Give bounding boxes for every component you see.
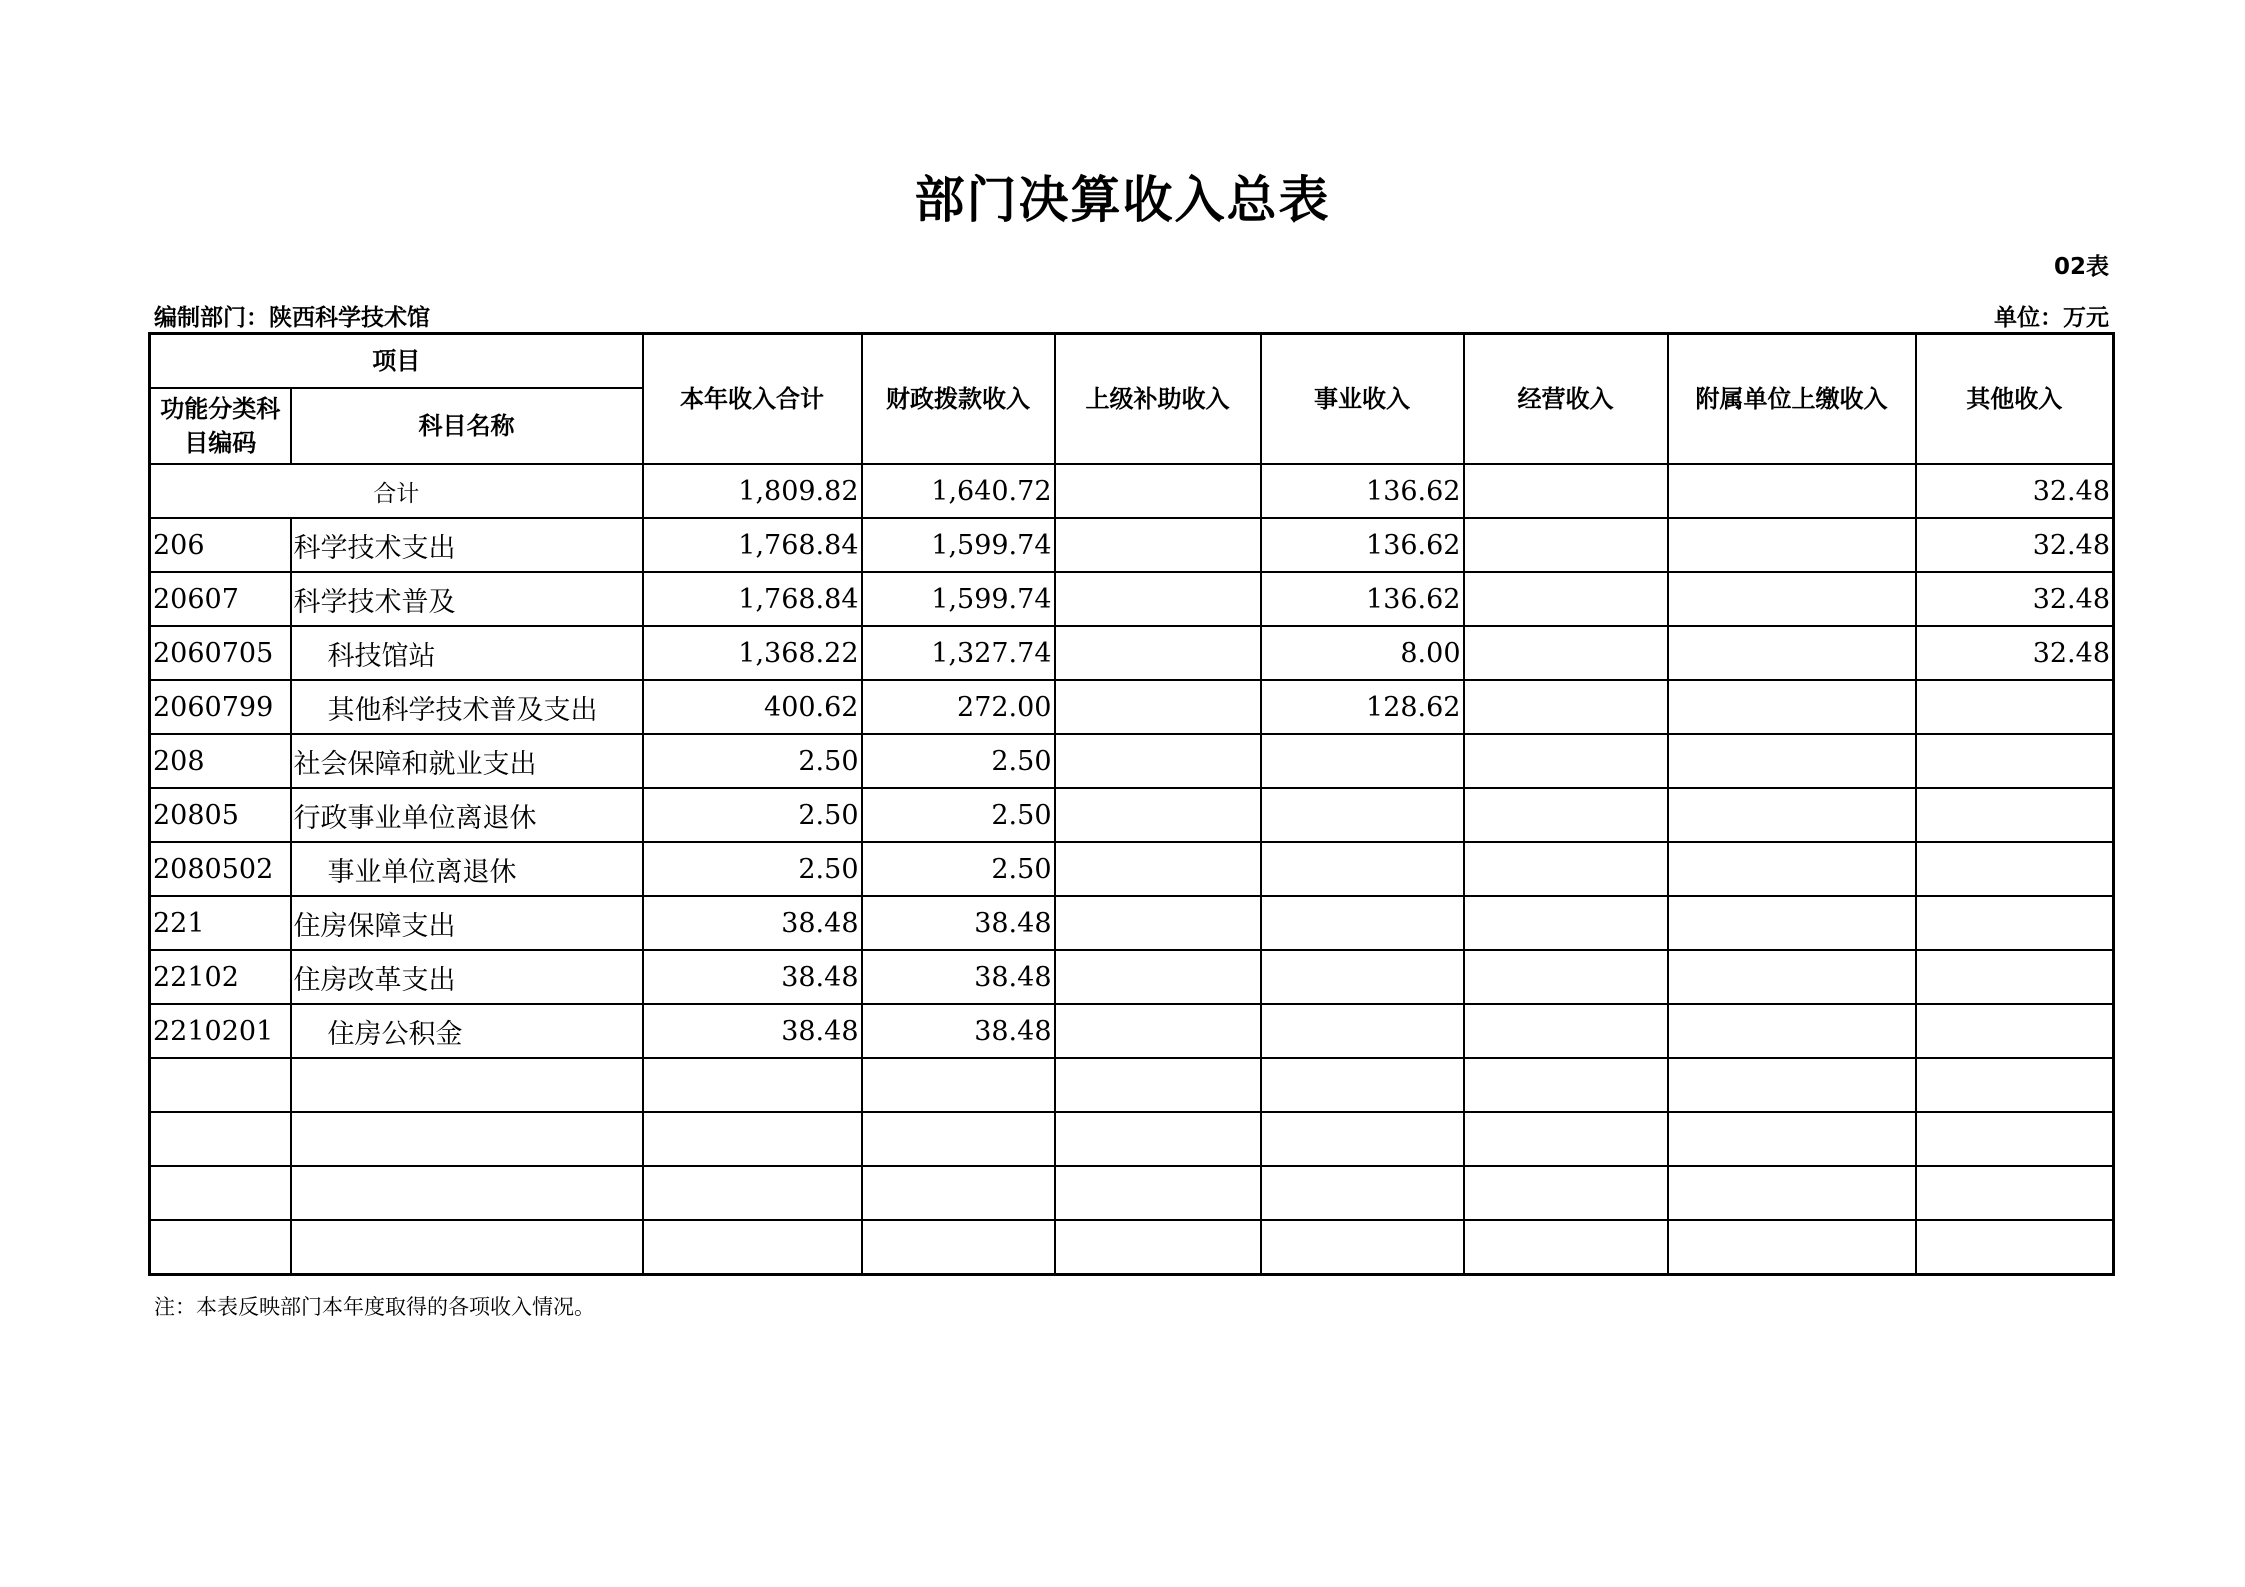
- operating-cell: [1464, 788, 1668, 842]
- operating-cell: [1464, 572, 1668, 626]
- header-fiscal-income: 财政拨款收入: [862, 334, 1055, 465]
- table-row: [150, 950, 2114, 1004]
- name-cell: 其他科学技术普及支出: [291, 680, 643, 734]
- fiscal-cell: 2.50: [862, 734, 1055, 788]
- affiliated-cell: [1668, 788, 1916, 842]
- code-cell: [150, 1166, 291, 1220]
- fiscal-cell: [862, 1166, 1055, 1220]
- superior-subsidy-cell: [1055, 734, 1261, 788]
- superior-subsidy-cell: [1055, 680, 1261, 734]
- operating-cell: [1464, 518, 1668, 572]
- table-row: [150, 1166, 2114, 1220]
- code-cell: [150, 1058, 291, 1112]
- business-cell: [1261, 1166, 1464, 1220]
- code-cell: 2060705: [150, 626, 291, 680]
- table-row: [150, 680, 2114, 734]
- business-cell: 8.00: [1261, 626, 1464, 680]
- other-cell: [1916, 680, 2114, 734]
- fiscal-cell: 2.50: [862, 842, 1055, 896]
- header-operating-income: 经营收入: [1464, 334, 1668, 465]
- header-business-income: 事业收入: [1261, 334, 1464, 465]
- other-cell: [1916, 1112, 2114, 1166]
- business-cell: [1261, 1058, 1464, 1112]
- code-cell: 208: [150, 734, 291, 788]
- affiliated-cell: [1668, 842, 1916, 896]
- total-income-cell: 38.48: [643, 1004, 862, 1058]
- table-note: 注：本表反映部门本年度取得的各项收入情况。: [154, 1295, 595, 1319]
- total-income-cell: [643, 1166, 862, 1220]
- operating-cell: [1464, 896, 1668, 950]
- superior-subsidy-cell: [1055, 896, 1261, 950]
- total-income-cell: 2.50: [643, 734, 862, 788]
- business-cell: [1261, 788, 1464, 842]
- other-cell: 32.48: [1916, 626, 2114, 680]
- fiscal-cell: 272.00: [862, 680, 1055, 734]
- name-cell: 住房保障支出: [291, 896, 643, 950]
- total-income-cell: [643, 1058, 862, 1112]
- total-income-cell: 38.48: [643, 896, 862, 950]
- code-cell: 20607: [150, 572, 291, 626]
- other-cell: [1916, 734, 2114, 788]
- business-cell: [1261, 896, 1464, 950]
- superior-subsidy-cell: [1055, 842, 1261, 896]
- operating-cell: [1464, 1166, 1668, 1220]
- table-row: [150, 1112, 2114, 1166]
- table-row: [150, 734, 2114, 788]
- business-cell: 136.62: [1261, 518, 1464, 572]
- total-income-cell: 2.50: [643, 842, 862, 896]
- code-cell: 22102: [150, 950, 291, 1004]
- header-affiliated-income: 附属单位上缴收入: [1668, 334, 1916, 465]
- total-income-cell: 1,768.84: [643, 572, 862, 626]
- table-row: [150, 842, 2114, 896]
- income-summary-table: [148, 332, 2115, 1276]
- table-row: [150, 572, 2114, 626]
- operating-cell: [1464, 1004, 1668, 1058]
- total-fiscal-cell: 1,640.72: [862, 464, 1055, 518]
- total-operating-cell: [1464, 464, 1668, 518]
- total-income-cell: 2.50: [643, 788, 862, 842]
- fiscal-cell: 1,599.74: [862, 572, 1055, 626]
- name-cell: [291, 1058, 643, 1112]
- affiliated-cell: [1668, 1220, 1916, 1274]
- affiliated-cell: [1668, 734, 1916, 788]
- unit-label: 单位：万元: [1994, 305, 2109, 331]
- operating-cell: [1464, 734, 1668, 788]
- total-income-cell: 400.62: [643, 680, 862, 734]
- name-cell: 行政事业单位离退休: [291, 788, 643, 842]
- fiscal-cell: [862, 1058, 1055, 1112]
- other-cell: 32.48: [1916, 572, 2114, 626]
- fiscal-cell: 1,599.74: [862, 518, 1055, 572]
- superior-subsidy-cell: [1055, 572, 1261, 626]
- code-cell: 2080502: [150, 842, 291, 896]
- fiscal-cell: 38.48: [862, 896, 1055, 950]
- name-cell: 科学技术支出: [291, 518, 643, 572]
- operating-cell: [1464, 1112, 1668, 1166]
- fiscal-cell: 1,327.74: [862, 626, 1055, 680]
- other-cell: 32.48: [1916, 518, 2114, 572]
- affiliated-cell: [1668, 572, 1916, 626]
- header-other-income: 其他收入: [1916, 334, 2114, 465]
- affiliated-cell: [1668, 1112, 1916, 1166]
- header-item: 项目: [150, 334, 643, 389]
- total-income-cell: 1,368.22: [643, 626, 862, 680]
- total-income-cell: [643, 1220, 862, 1274]
- table-row: [150, 518, 2114, 572]
- other-cell: [1916, 1220, 2114, 1274]
- code-cell: [150, 1112, 291, 1166]
- total-business-cell: 136.62: [1261, 464, 1464, 518]
- other-cell: [1916, 1004, 2114, 1058]
- affiliated-cell: [1668, 950, 1916, 1004]
- affiliated-cell: [1668, 1058, 1916, 1112]
- header-code: 功能分类科目编码: [150, 388, 291, 464]
- business-cell: [1261, 950, 1464, 1004]
- business-cell: [1261, 734, 1464, 788]
- affiliated-cell: [1668, 896, 1916, 950]
- table-row: [150, 626, 2114, 680]
- table-row: [150, 1220, 2114, 1274]
- business-cell: 128.62: [1261, 680, 1464, 734]
- fiscal-cell: 2.50: [862, 788, 1055, 842]
- affiliated-cell: [1668, 626, 1916, 680]
- fiscal-cell: 38.48: [862, 1004, 1055, 1058]
- affiliated-cell: [1668, 1004, 1916, 1058]
- total-label: 合计: [150, 464, 643, 518]
- total-income-cell: 1,768.84: [643, 518, 862, 572]
- other-cell: [1916, 950, 2114, 1004]
- page-title: 部门决算收入总表: [914, 171, 1331, 229]
- header-name: 科目名称: [291, 388, 643, 464]
- name-cell: 住房公积金: [291, 1004, 643, 1058]
- affiliated-cell: [1668, 680, 1916, 734]
- business-cell: [1261, 1112, 1464, 1166]
- table-number: 02表: [2053, 254, 2109, 280]
- superior-subsidy-cell: [1055, 626, 1261, 680]
- other-cell: [1916, 842, 2114, 896]
- business-cell: [1261, 1220, 1464, 1274]
- other-cell: [1916, 1058, 2114, 1112]
- superior-subsidy-cell: [1055, 950, 1261, 1004]
- total-income-cell: 38.48: [643, 950, 862, 1004]
- superior-subsidy-cell: [1055, 1112, 1261, 1166]
- operating-cell: [1464, 842, 1668, 896]
- business-cell: [1261, 842, 1464, 896]
- code-cell: 221: [150, 896, 291, 950]
- operating-cell: [1464, 626, 1668, 680]
- other-cell: [1916, 896, 2114, 950]
- superior-subsidy-cell: [1055, 518, 1261, 572]
- superior-subsidy-cell: [1055, 1220, 1261, 1274]
- code-cell: [150, 1220, 291, 1274]
- total-affiliated-cell: [1668, 464, 1916, 518]
- name-cell: [291, 1220, 643, 1274]
- total-row: [150, 464, 2114, 518]
- name-cell: [291, 1166, 643, 1220]
- header-total-income: 本年收入合计: [643, 334, 862, 465]
- code-cell: 20805: [150, 788, 291, 842]
- total-other-cell: 32.48: [1916, 464, 2114, 518]
- name-cell: [291, 1112, 643, 1166]
- operating-cell: [1464, 1220, 1668, 1274]
- code-cell: 2060799: [150, 680, 291, 734]
- header-superior-subsidy: 上级补助收入: [1055, 334, 1261, 465]
- operating-cell: [1464, 950, 1668, 1004]
- business-cell: [1261, 1004, 1464, 1058]
- other-cell: [1916, 1166, 2114, 1220]
- superior-subsidy-cell: [1055, 788, 1261, 842]
- name-cell: 事业单位离退休: [291, 842, 643, 896]
- table-row: [150, 1058, 2114, 1112]
- total-superior-cell: [1055, 464, 1261, 518]
- total-income-cell: 1,809.82: [643, 464, 862, 518]
- operating-cell: [1464, 680, 1668, 734]
- total-income-cell: [643, 1112, 862, 1166]
- name-cell: 社会保障和就业支出: [291, 734, 643, 788]
- superior-subsidy-cell: [1055, 1004, 1261, 1058]
- name-cell: 科学技术普及: [291, 572, 643, 626]
- superior-subsidy-cell: [1055, 1058, 1261, 1112]
- table-row: [150, 788, 2114, 842]
- operating-cell: [1464, 1058, 1668, 1112]
- fiscal-cell: [862, 1220, 1055, 1274]
- fiscal-cell: 38.48: [862, 950, 1055, 1004]
- affiliated-cell: [1668, 1166, 1916, 1220]
- department-label: 编制部门：陕西科学技术馆: [154, 305, 430, 331]
- code-cell: 206: [150, 518, 291, 572]
- table-row: [150, 896, 2114, 950]
- name-cell: 住房改革支出: [291, 950, 643, 1004]
- code-cell: 2210201: [150, 1004, 291, 1058]
- affiliated-cell: [1668, 518, 1916, 572]
- name-cell: 科技馆站: [291, 626, 643, 680]
- table-row: [150, 1004, 2114, 1058]
- fiscal-cell: [862, 1112, 1055, 1166]
- other-cell: [1916, 788, 2114, 842]
- business-cell: 136.62: [1261, 572, 1464, 626]
- superior-subsidy-cell: [1055, 1166, 1261, 1220]
